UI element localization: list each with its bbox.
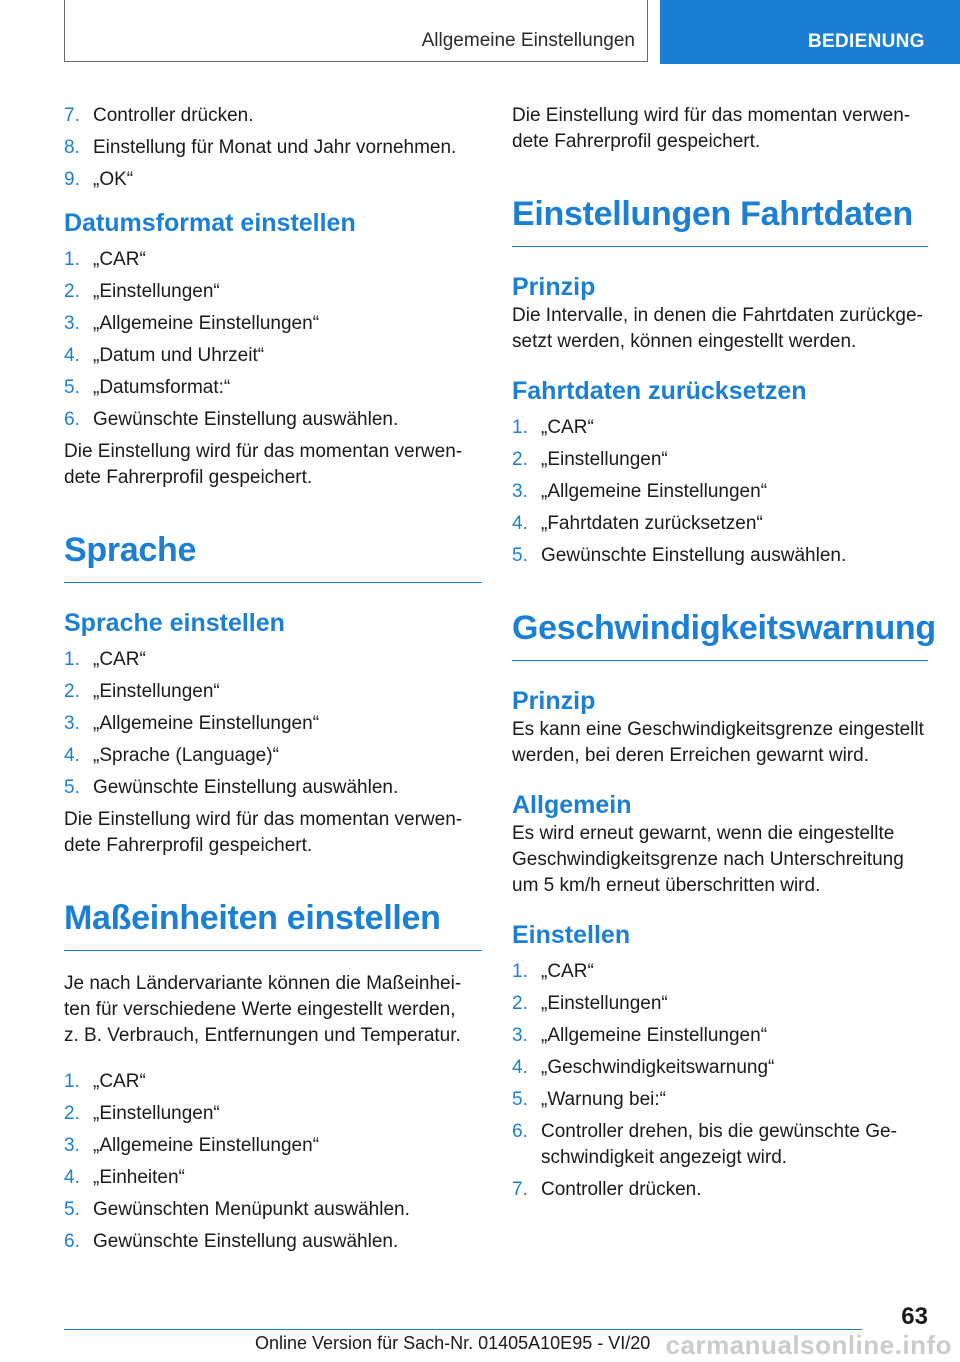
list-item: 4. „Sprache (Language)“: [64, 745, 279, 766]
list-item: 7. Controller drücken.: [512, 1179, 702, 1200]
list-item: 4. „Einheiten“: [64, 1167, 185, 1188]
title-sprache: Sprache: [64, 531, 482, 583]
heading-prinzip-fahrtdaten: Prinzip: [512, 273, 596, 301]
list-item: 1. „CAR“: [64, 1071, 146, 1092]
heading-allgemein: Allgemein: [512, 791, 632, 819]
header-tab: [660, 0, 960, 64]
heading-sprache-einstellen: Sprache einstellen: [64, 609, 285, 637]
watermark: carmanualsonline.info: [665, 1330, 952, 1360]
list-item: 4. „Fahrtdaten zurücksetzen“: [512, 513, 763, 534]
page-number: 63: [901, 1303, 928, 1330]
list-item: 3. „Allgemeine Einstellungen“: [512, 481, 768, 502]
list-item: 5. Gewünschte Einstellung auswählen.: [512, 545, 847, 566]
heading-prinzip-geschwindigkeit: Prinzip: [512, 687, 596, 715]
text-prinzip-fahrtdaten: Die Intervalle, in denen die Fahrtdaten zurückge- setzt werden, können eingestellt werden.: [512, 305, 923, 352]
header-section-title: Allgemeine Einstellungen: [421, 30, 635, 51]
header-frame: [64, 0, 648, 62]
list-item: 6. Gewünschte Einstellung auswählen.: [64, 1231, 399, 1252]
list-item: 9. „OK“: [64, 169, 134, 190]
list-item: 6. Controller drehen, bis die gewünschte Ge- schwindigkeit angezeigt wird.: [512, 1121, 897, 1168]
steps-fahrtdaten: [512, 415, 928, 569]
header-tab-label: BEDIENUNG: [808, 31, 925, 52]
list-item: 3. „Allgemeine Einstellungen“: [64, 713, 320, 734]
list-item: 3. „Allgemeine Einstellungen“: [512, 1025, 768, 1046]
note-datumsformat: Die Einstellung wird für das momentan verwen- dete Fahrerprofil gespeichert.: [64, 441, 463, 488]
list-item: 2. „Einstellungen“: [512, 993, 668, 1014]
steps-geschwindigkeit: [512, 959, 928, 1203]
text-prinzip-geschwindigkeit: Es kann eine Geschwindigkeitsgrenze eingestellt werden, bei deren Erreichen gewarnt wird.: [512, 719, 924, 766]
list-item: 4. „Datum und Uhrzeit“: [64, 345, 265, 366]
list-item: 6. Gewünschte Einstellung auswählen.: [64, 409, 399, 430]
list-item: 5. „Datumsformat:“: [64, 377, 231, 398]
title-fahrtdaten: Einstellungen Fahrtdaten: [512, 195, 928, 247]
list-item: 2. „Einstellungen“: [64, 1103, 220, 1124]
list-item: 1. „CAR“: [512, 417, 594, 438]
heading-fahrtdaten-zuruecksetzen: Fahrtdaten zurücksetzen: [512, 377, 807, 405]
list-item: 2. „Einstellungen“: [512, 449, 668, 470]
list-item: 1. „CAR“: [64, 649, 146, 670]
steps-masseinheiten: [64, 1069, 482, 1255]
list-item: 1. „CAR“: [64, 249, 146, 270]
note-top: Die Einstellung wird für das momentan verwen- dete Fahrerprofil gespeichert.: [512, 105, 911, 152]
note-sprache: Die Einstellung wird für das momentan verwen- dete Fahrerprofil gespeichert.: [64, 809, 463, 856]
title-geschwindigkeitswarnung: Geschwindigkeitswarnung: [512, 609, 928, 661]
left-column: [64, 103, 482, 1261]
list-item: 7. Controller drücken.: [64, 105, 254, 126]
right-column: [512, 103, 936, 1209]
list-item: 5. Gewünschten Menüpunkt auswählen.: [64, 1199, 410, 1220]
list-item: 8. Einstellung für Monat und Jahr vornehmen.: [64, 137, 457, 158]
list-item: 5. „Warnung bei:“: [512, 1089, 666, 1110]
title-masseinheiten: Maßeinheiten einstellen: [64, 899, 482, 951]
list-item: 2. „Einstellungen“: [64, 681, 220, 702]
text-allgemein: Es wird erneut gewarnt, wenn die eingestellte Geschwindigkeitsgrenze nach Unterschreitung um 5 km/h erneut überschritten wird.: [512, 823, 904, 896]
intro-masseinheiten: Je nach Ländervariante können die Maßeinhei- ten für verschiedene Werte eingestellt werden, z. B. Verbrauch, Entfernungen und Temperatur.: [64, 973, 462, 1046]
list-item: 1. „CAR“: [512, 961, 594, 982]
list-item: 2. „Einstellungen“: [64, 281, 220, 302]
steps-continued: [64, 103, 482, 193]
footer-online-version: Online Version für Sach-Nr. 01405A10E95 - VI/20: [255, 1333, 651, 1353]
list-item: 3. „Allgemeine Einstellungen“: [64, 313, 320, 334]
list-item: 3. „Allgemeine Einstellungen“: [64, 1135, 320, 1156]
steps-sprache: [64, 647, 482, 801]
steps-datumsformat: [64, 247, 482, 433]
list-item: 4. „Geschwindigkeitswarnung“: [512, 1057, 775, 1078]
heading-datumsformat: Datumsformat einstellen: [64, 209, 356, 237]
list-item: 5. Gewünschte Einstellung auswählen.: [64, 777, 399, 798]
heading-einstellen: Einstellen: [512, 921, 631, 949]
